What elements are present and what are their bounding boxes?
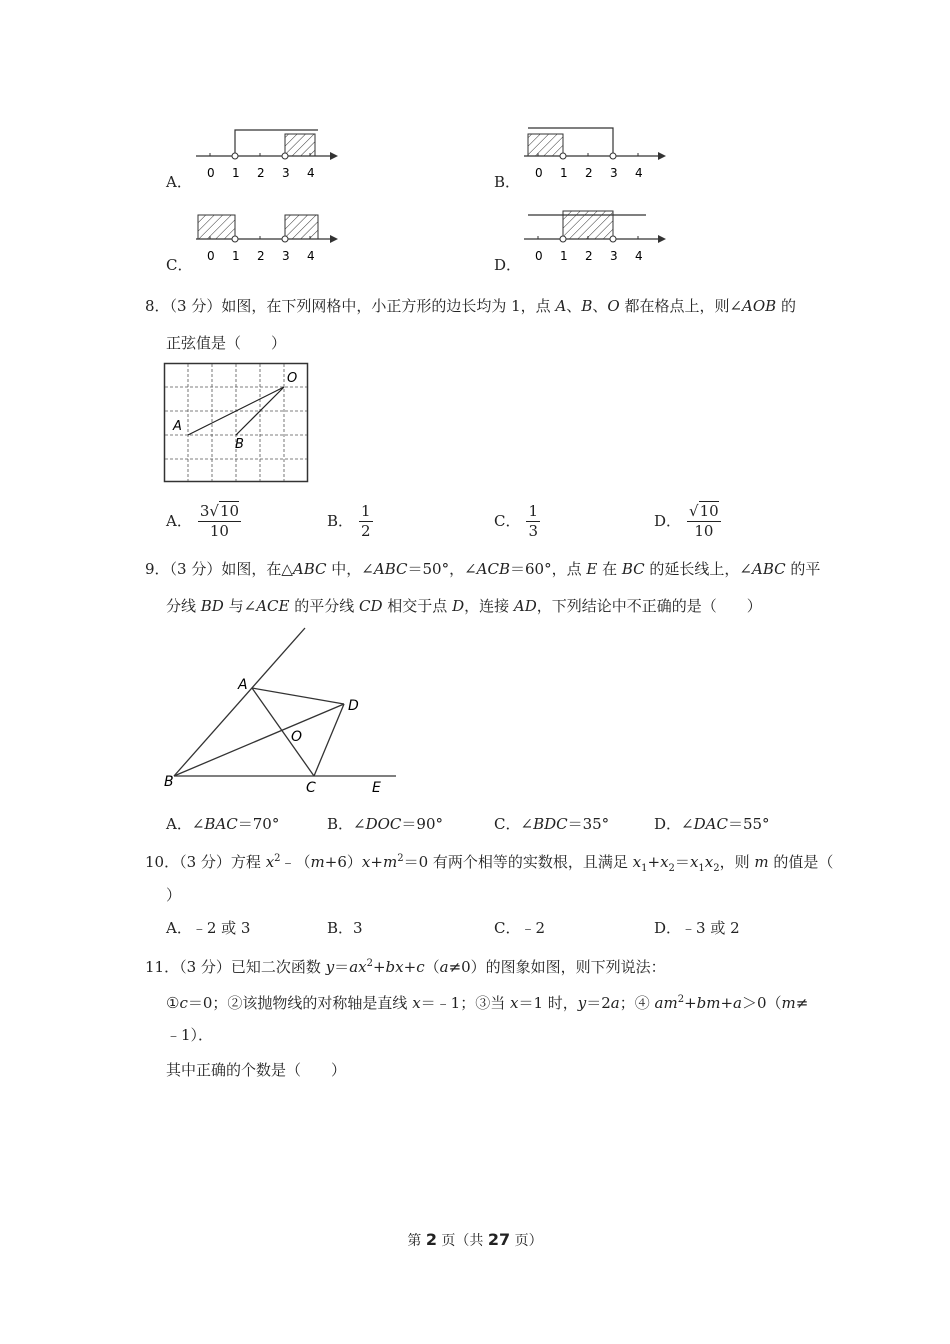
text-segment: 在 (597, 560, 622, 578)
segment-ac (252, 688, 314, 776)
q11-text-line4: 其中正确的个数是（ ） (166, 1061, 347, 1079)
svg-text:2: 2 (585, 249, 593, 263)
q10-option-c[interactable]: C．﹣2 (494, 919, 546, 937)
q8-text-line1: 8．（3 分）如图，在下列网格中，小正方形的边长均为 1，点 A、B、O 都在格点上，则∠AOB 的 (145, 297, 796, 315)
svg-text:O: O (291, 729, 303, 745)
svg-text:3: 3 (282, 166, 290, 180)
q9-option-b[interactable]: B．∠DOC＝90° (327, 815, 444, 833)
text-segment: ABC (373, 560, 408, 578)
page-footer: 第 2 页（共 27 页） (407, 1230, 543, 1249)
svg-text:1: 1 (232, 249, 240, 263)
q10-text-line1: 10．（3 分）方程 $x^2﹣(m+6)x+m^2=0$ 有两个相等的实数根，且满足 $x_1+x_2=x_1x_2$，则 m 的值是（ (145, 853, 834, 874)
q10-option-b[interactable]: B．3 (327, 919, 363, 937)
q10-option-d[interactable]: D．﹣3 或 2 (654, 919, 740, 937)
q7-option-b-label[interactable]: B． (494, 173, 521, 191)
q7-option-d-figure (518, 205, 668, 267)
q8-text-line2: 正弦值是（ ） (166, 334, 287, 352)
svg-text:3: 3 (610, 249, 618, 263)
arrow-icon (330, 235, 338, 243)
text-segment: ACE (256, 597, 290, 615)
text-segment: CD (359, 597, 383, 615)
q8-grid-figure (163, 362, 309, 484)
q8-option-a[interactable]: A． $\frac{3√10}{10}$ (166, 501, 240, 540)
q9-text-line1: 9．（3 分）如图，在△ABC 中，∠ABC＝50°，∠ACB＝60°，点 E 在 BC 的延长线上，∠ABC 的平 (145, 560, 821, 578)
svg-text:0: 0 (207, 166, 215, 180)
text-segment: ABC (292, 560, 327, 578)
q7-option-d-label[interactable]: D． (494, 256, 522, 274)
svg-text:A: A (173, 419, 182, 434)
text-segment: 与∠ (223, 597, 257, 615)
svg-text:1: 1 (560, 166, 568, 180)
svg-text:D: D (348, 698, 359, 714)
text-segment: AD (513, 597, 537, 615)
q9-option-c[interactable]: C．∠BDC＝35° (494, 815, 610, 833)
svg-text:1: 1 (560, 249, 568, 263)
svg-text:C: C (306, 780, 316, 796)
q7-option-c-figure (190, 205, 340, 267)
arrow-icon (658, 235, 666, 243)
svg-text:0: 0 (535, 249, 543, 263)
svg-text:3: 3 (282, 249, 290, 263)
svg-text:2: 2 (585, 166, 593, 180)
text-segment: ＝50°，∠ (407, 560, 477, 578)
q8-option-b[interactable]: B． $\frac{1}{2}$ (327, 501, 371, 540)
text-segment: BC (621, 560, 645, 578)
q9-option-a[interactable]: A．∠BAC＝70° (166, 815, 280, 833)
svg-text:0: 0 (207, 249, 215, 263)
q10-text-line2: ） (166, 886, 182, 904)
text-segment: 分线 (166, 597, 201, 615)
svg-text:O: O (287, 371, 298, 386)
arrow-icon (658, 152, 666, 160)
q7-option-b-figure (518, 122, 668, 184)
text-segment: ＝60°，点 (510, 560, 587, 578)
text-segment: D (452, 597, 465, 615)
text-segment: 相交于点 (382, 597, 453, 615)
text-segment: ACB (476, 560, 510, 578)
q9-triangle-figure (160, 622, 400, 797)
text-segment: E (586, 560, 598, 578)
svg-text:A: A (238, 677, 248, 693)
q11-text-line1: 11．（3 分）已知二次函数 $y=ax^2+bx+c(a\ne 0)$的图象如图，则下列说法： (145, 958, 666, 976)
svg-text:4: 4 (635, 166, 643, 180)
text-segment: 的平 (785, 560, 821, 578)
q10-option-a[interactable]: A．﹣2 或 3 (166, 919, 251, 937)
text-segment: BD (200, 597, 224, 615)
q7-option-a-label[interactable]: A． (166, 173, 192, 191)
segment-ad (252, 688, 344, 704)
text-segment: 的延长线上，∠ (644, 560, 752, 578)
text-segment: 如图，在△ (221, 560, 293, 578)
svg-text:4: 4 (307, 249, 315, 263)
q11-text-line3: ﹣1）． (166, 1026, 214, 1044)
svg-text:B: B (235, 437, 244, 452)
svg-text:1: 1 (232, 166, 240, 180)
svg-text:3: 3 (610, 166, 618, 180)
q11-text-line2: ①c＝0；②该抛物线的对称轴是直线 x＝﹣1；③当 x＝1 时，y＝2a；④ $am^2+bm+a>0(m\ne$ (166, 994, 809, 1012)
svg-text:E: E (372, 780, 381, 796)
q7-option-c-label[interactable]: C． (166, 256, 193, 274)
svg-text:2: 2 (257, 249, 265, 263)
ray-ba (174, 628, 305, 776)
q7-option-a-figure (190, 122, 340, 184)
svg-text:4: 4 (307, 166, 315, 180)
text-segment: ，下列结论中不正确的是（ ） (536, 597, 762, 615)
q9-option-d[interactable]: D．∠DAC＝55° (654, 815, 770, 833)
q8-option-c[interactable]: C． $\frac{1}{3}$ (494, 501, 539, 540)
text-segment: ，连接 (464, 597, 514, 615)
q9-text-line2 (166, 596, 762, 616)
text-segment: 的平分线 (289, 597, 359, 615)
svg-text:B: B (164, 774, 174, 790)
svg-text:0: 0 (535, 166, 543, 180)
svg-text:4: 4 (635, 249, 643, 263)
text-segment: 中，∠ (326, 560, 374, 578)
arrow-icon (330, 152, 338, 160)
q8-option-d[interactable]: D． $\frac{√10}{10}$ (654, 501, 719, 540)
svg-text:2: 2 (257, 166, 265, 180)
text-segment: ABC (751, 560, 786, 578)
